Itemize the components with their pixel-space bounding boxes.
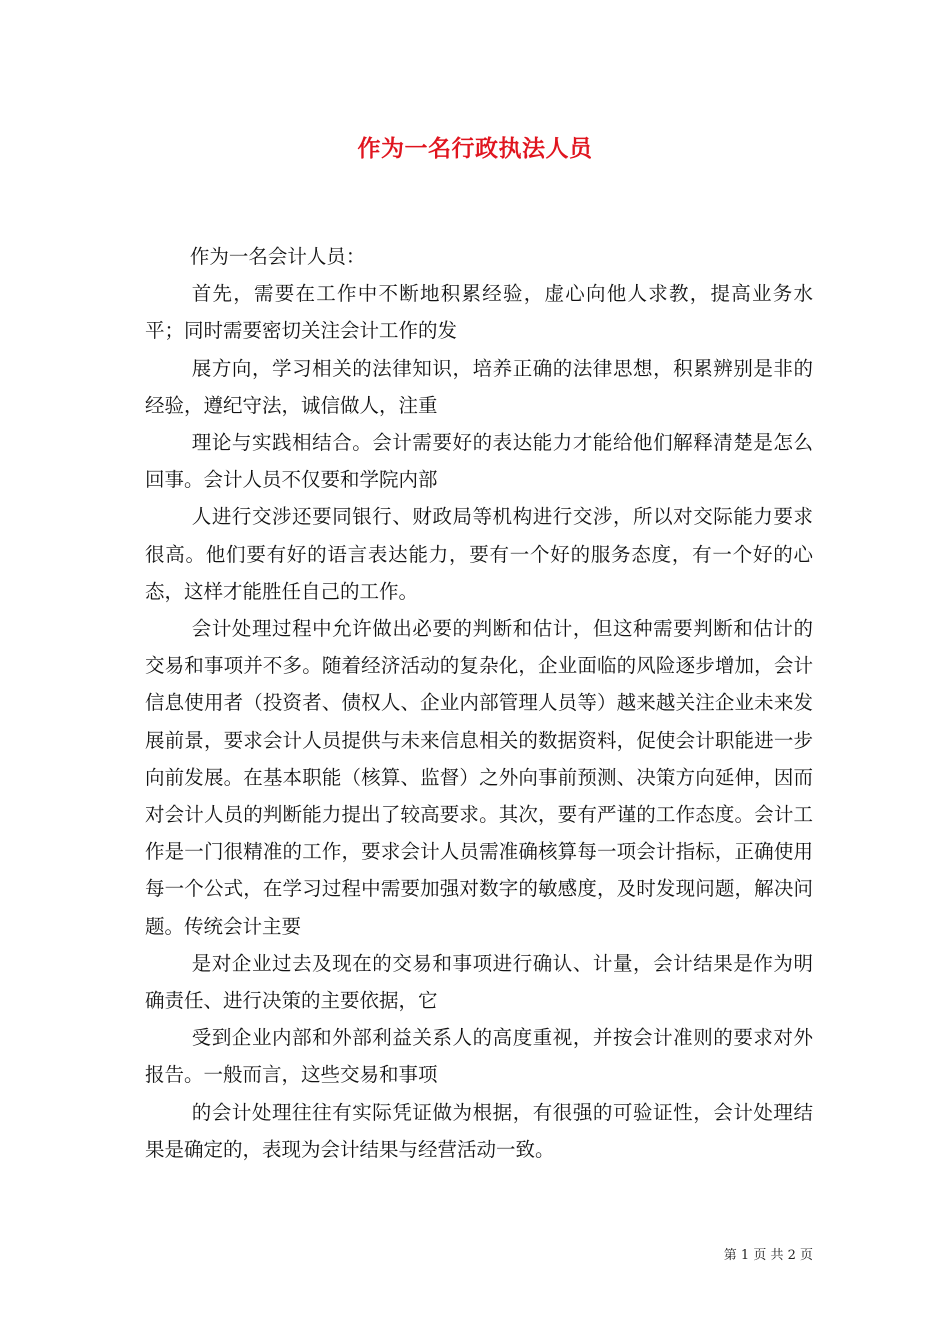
page-title: 作为一名行政执法人员 — [357, 135, 593, 162]
page-number-footer: 第 1 页 共 2 页 — [723, 1248, 813, 1263]
paragraph-6: 会计处理过程中允许做出必要的判断和估计，但这种需要判断和估计的交易和事项并不多。随着经济活动的复杂化，企业面临的风险逐步增加，会计信息使用者（投资者、债权人、企业内部管理人员等）越来越关注企业未来发展前景，要求会计人员提供与未来信息相关的数据资料，促使会计职能进一步向前发展。在基本职能（核算、监督）之外向事前预测、决策方向延伸，因而对会计人员的判断能力提出了较高要求。其次，要有严谨的工作态度。会计工作是一门很精准的工作，要求会计人员需准确核算每一项会计指标，正确使用每一个公式，在学习过程中需要加强对数字的敏感度，及时发现问题，解决问题。传统会计主要 — [145, 617, 813, 938]
paragraph-5: 人进行交涉还要同银行、财政局等机构进行交涉，所以对交际能力要求很高。他们要有好的语言表达能力，要有一个好的服务态度，有一个好的心态，这样才能胜任自己的工作。 — [145, 505, 813, 603]
paragraph-8: 受到企业内部和外部利益关系人的高度重视，并按会计准则的要求对外报告。一般而言，这些交易和事项 — [145, 1026, 813, 1087]
paragraph-7: 是对企业过去及现在的交易和事项进行确认、计量，会计结果是作为明确责任、进行决策的主要依据，它 — [145, 951, 813, 1013]
paragraph-3: 展方向，学习相关的法律知识，培养正确的法律思想，积累辨别是非的经验，遵纪守法，诚信做人，注重 — [145, 356, 813, 417]
paragraph-1: 作为一名会计人员： — [189, 245, 366, 268]
paragraph-4: 理论与实践相结合。会计需要好的表达能力才能给他们解释清楚是怎么回事。会计人员不仅要和学院内部 — [145, 431, 813, 492]
paragraph-2: 首先，需要在工作中不断地积累经验，虚心向他人求教，提高业务水平；同时需要密切关注会计工作的发 — [145, 282, 813, 343]
paragraph-9: 的会计处理往往有实际凭证做为根据，有很强的可验证性，会计处理结果是确定的，表现为会计结果与经营活动一致。 — [145, 1100, 813, 1161]
document-body — [145, 238, 813, 1168]
